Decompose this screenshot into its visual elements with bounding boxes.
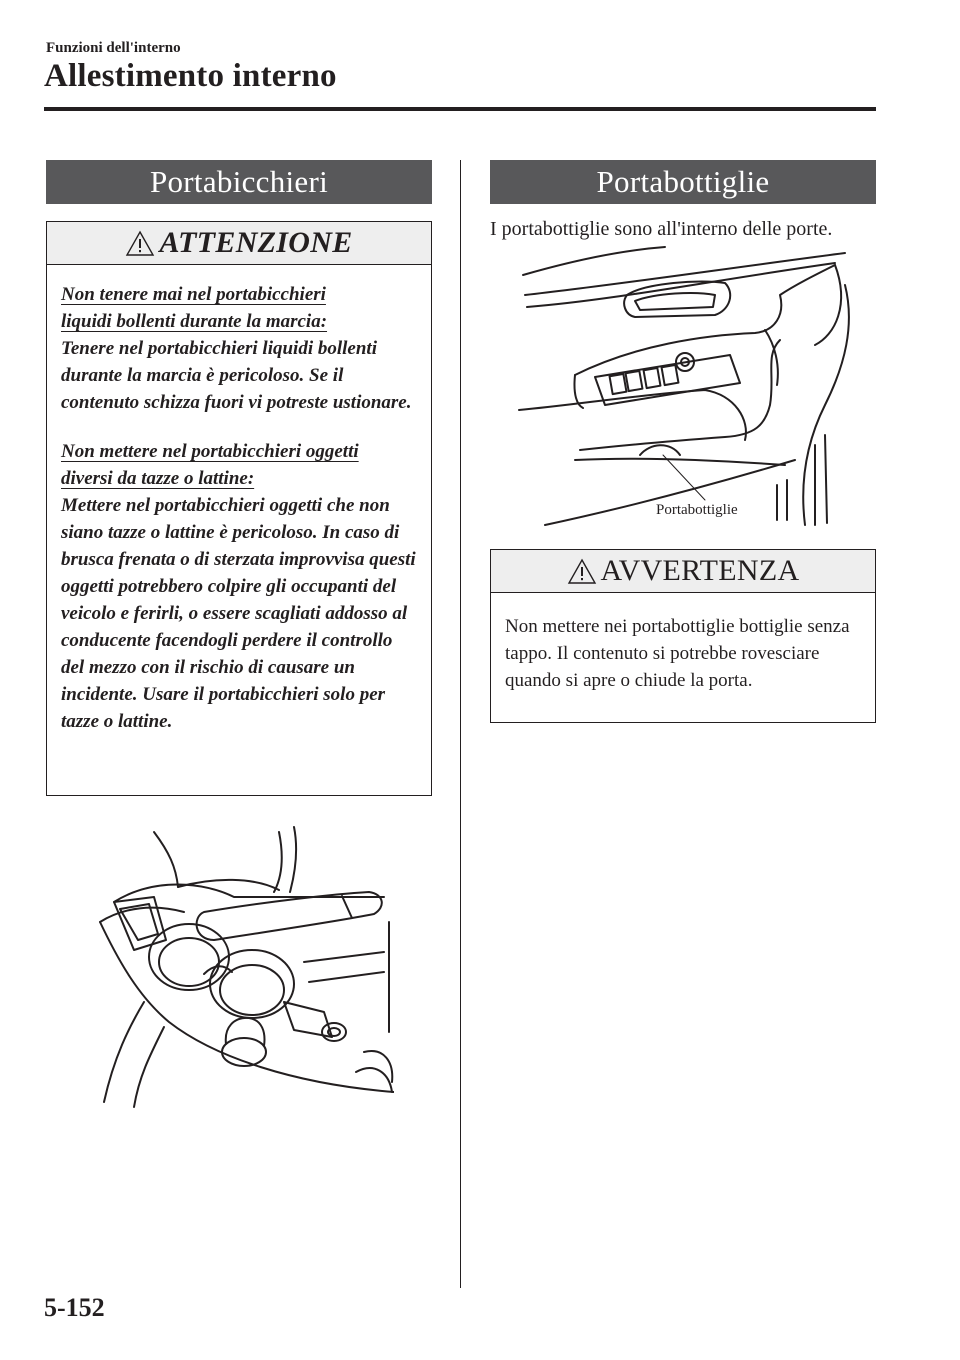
para2-body: Mettere nel portabicchieri oggetti che non siano tazze o lattine è pericoloso. In caso di brusca frenata o di sterzata improvvisa questi oggetti potrebbero colpire gli occupanti del veicolo e ferirli, o essere scagliati addosso al conducente facendogli perdere il controllo del mezzo con il rischio di causare un incidente. Usare il portabicchieri solo per tazze o lattine. <box>61 495 416 732</box>
callout-portabottiglie: Portabottiglie <box>656 502 738 518</box>
chapter-title: Allestimento interno <box>44 58 337 94</box>
avvertenza-body: Non mettere nei portabottiglie bottiglie senza tappo. Il contenuto si potrebbe rovesciare quando si apre o chiude la porta. <box>505 616 850 691</box>
warning-triangle-icon <box>567 558 597 585</box>
attenzione-box <box>46 221 432 796</box>
attenzione-header <box>47 222 431 265</box>
warning-triangle-icon <box>125 230 155 257</box>
column-divider <box>460 160 461 1288</box>
door-bottle-holder-illustration <box>515 245 860 530</box>
para1-heading-line1: Non tenere mai nel portabicchieri <box>61 284 326 305</box>
cup-holder-illustration <box>94 822 394 1112</box>
avvertenza-header <box>491 550 875 593</box>
attenzione-title: ATTENZIONE <box>159 226 353 259</box>
intro-text: I portabottiglie sono all'interno delle porte. <box>490 218 833 240</box>
para1-body: Tenere nel portabicchieri liquidi bollenti durante la marcia è pericoloso. Se il contenuto schizza fuori vi potreste ustionare. <box>61 338 412 413</box>
header-rule <box>44 107 876 111</box>
para2-heading-line1: Non mettere nel portabicchieri oggetti <box>61 441 359 462</box>
attenzione-body <box>47 265 431 735</box>
para1-heading-line2: liquidi bollenti durante la marcia: <box>61 311 328 332</box>
para2-heading-line2: diversi da tazze o lattine: <box>61 468 255 489</box>
avvertenza-box <box>490 549 876 723</box>
page-number: 5-152 <box>44 1293 105 1322</box>
heading-portabicchieri: Portabicchieri <box>46 160 432 204</box>
heading-portabottiglie: Portabottiglie <box>490 160 876 204</box>
avvertenza-title: AVVERTENZA <box>600 554 800 587</box>
section-label: Funzioni dell'interno <box>46 40 181 56</box>
